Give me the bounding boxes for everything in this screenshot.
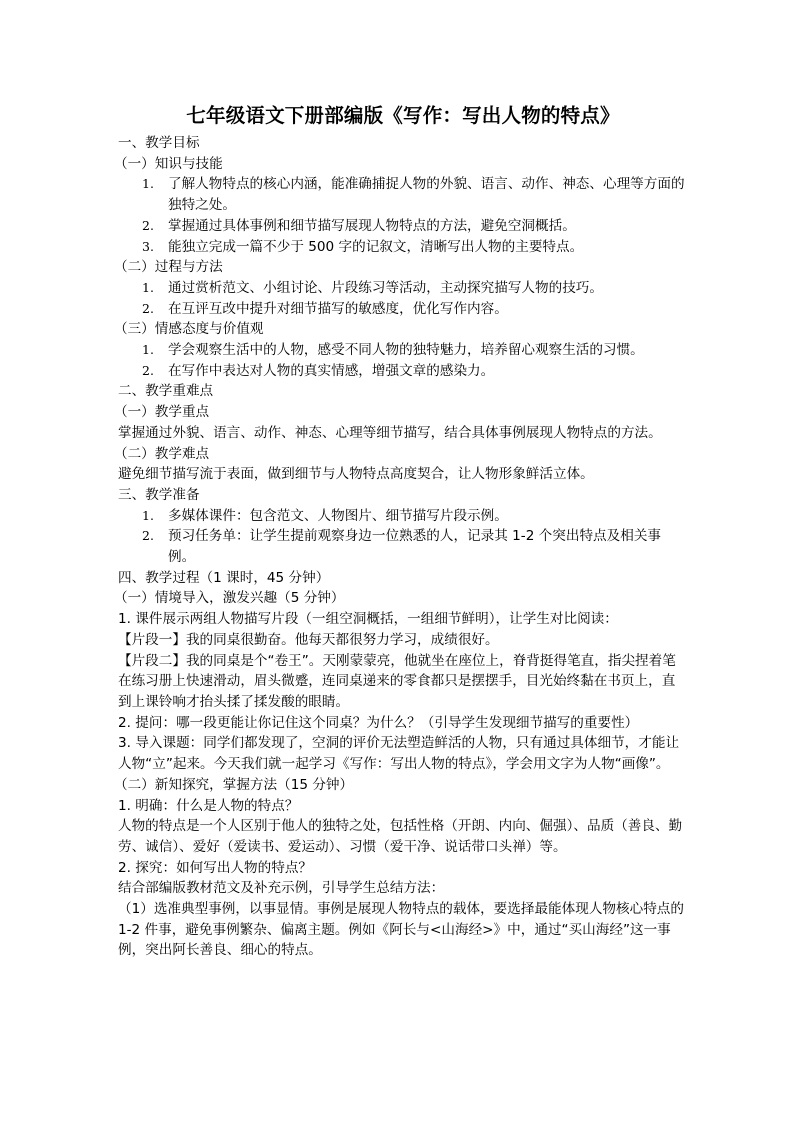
paragraph: 避免细节描写流于表面，做到细节与人物特点高度契合，让人物形象鲜活立体。 [118,466,594,483]
list-number: 1. [142,342,154,358]
paragraph: 结合部编版教材范文及补充示例，引导学生总结方法： [118,880,445,897]
subsection-heading-new-knowledge: （二）新知探究，掌握方法（15 分钟） [114,776,354,793]
list-item [118,526,688,567]
paragraph: 【片段一】我的同桌很勤奋。他每天都很努力学习，成绩很好。 [118,631,499,648]
paragraph: 1. 明确：什么是人物的特点？ [118,797,299,814]
list-text: 掌握通过具体事例和细节描写展现人物特点的方法，避免空洞概括。 [168,217,576,234]
subsection-heading-process-methods: （二）过程与方法 [114,259,223,276]
list-number: 3. [142,238,154,254]
paragraph: 【片段二】我的同桌是个“卷王”。天刚蒙蒙亮，他就坐在座位上，脊背挺得笔直，指尖捏着笔在练习册上快速滑动，眉头微蹙，连同桌递来的零食都只是摆摆手，目光始终黏在书页上，直到上课铃响才抬头揉了揉发酸的眼睛。 [118,652,676,710]
list-number: 1. [142,507,154,523]
subsection-heading-difficult-points: （二）教学难点 [114,445,210,462]
subsection-heading-attitudes-values: （三）情感态度与价值观 [114,321,264,338]
paragraph: 掌握通过外貌、语言、动作、神态、心理等细节描写，结合具体事例展现人物特点的方法。 [118,424,662,441]
list-text: 学会观察生活中的人物，感受不同人物的独特魅力，培养留心观察生活的习惯。 [168,342,644,359]
list-text: 在写作中表达对人物的真实情感，增强文章的感染力。 [168,362,495,379]
list-item [118,237,688,258]
paragraph: （1）选准典型事例，以事显情。事例是展现人物特点的载体，要选择最能体现人物核心特点的 1-2 件事，避免事例繁杂、偏离主题。例如《阿长与<山海经>》中，通过“买山海经”这一事例，突出阿长善良、细心的特点。 [118,901,684,959]
subsection-heading-key-points: （一）教学重点 [114,404,210,421]
list-number: 2. [142,362,154,378]
list-item [118,216,688,237]
list-text: 了解人物特点的核心内涵，能准确捕捉人物的外貌、语言、动作、神态、心理等方面的独特之处。 [168,176,685,214]
list-item [118,506,688,527]
section-heading-preparation: 三、教学准备 [118,486,200,503]
section-heading-key-difficult-points: 二、教学重难点 [118,383,214,400]
list-text: 预习任务单：让学生提前观察身边一位熟悉的人，记录其 1-2 个突出特点及相关事例。 [168,528,662,566]
list-number: 1. [142,279,154,295]
section-heading-teaching-objectives: 一、教学目标 [118,135,200,151]
list-item [118,174,688,215]
list-text: 多媒体课件：包含范文、人物图片、细节描写片段示例。 [168,507,508,524]
paragraph: 3. 导入课题：同学们都发现了，空洞的评价无法塑造鲜活的人物，只有通过具体细节，才能让人物“立”起来。今天我们就一起学习《写作：写出人物的特点》，学会用文字为人物“画像”。 [118,735,680,773]
document-title: 七年级语文下册部编版《写作：写出人物的特点》 [186,104,620,127]
list-number: 2. [142,300,154,316]
document-page [114,100,688,961]
list-number: 2. [142,528,154,544]
paragraph: 1. 课件展示两组人物描写片段（一组空洞概括，一组细节鲜明），让学生对比阅读： [118,611,618,628]
list-text: 在互评互改中提升对细节描写的敏感度，优化写作内容。 [168,300,508,317]
list-number: 1. [142,176,154,192]
list-text: 通过赏析范文、小组讨论、片段练习等活动，主动探究描写人物的技巧。 [168,279,603,296]
list-item [118,299,688,320]
subsection-heading-introduction: （一）情境导入，激发兴趣（5 分钟） [114,590,345,607]
section-heading-teaching-process: 四、教学过程（1 课时，45 分钟） [118,569,330,586]
list-number: 2. [142,217,154,233]
subsection-heading-knowledge-skills: （一）知识与技能 [114,155,223,172]
list-item [118,278,688,299]
paragraph: 2. 提问：哪一段更能让你记住这个同桌？为什么？（引导学生发现细节描写的重要性） [118,714,639,731]
list-text: 能独立完成一篇不少于 500 字的记叙文，清晰写出人物的主要特点。 [168,238,584,255]
list-item [118,361,688,382]
paragraph: 2. 探究：如何写出人物的特点？ [118,859,313,876]
list-item [118,340,688,361]
paragraph: 人物的特点是一个人区别于他人的独特之处，包括性格（开朗、内向、倔强）、品质（善良、勤劳、诚信）、爱好（爱读书、爱运动）、习惯（爱干净、说话带口头禅）等。 [118,818,683,855]
